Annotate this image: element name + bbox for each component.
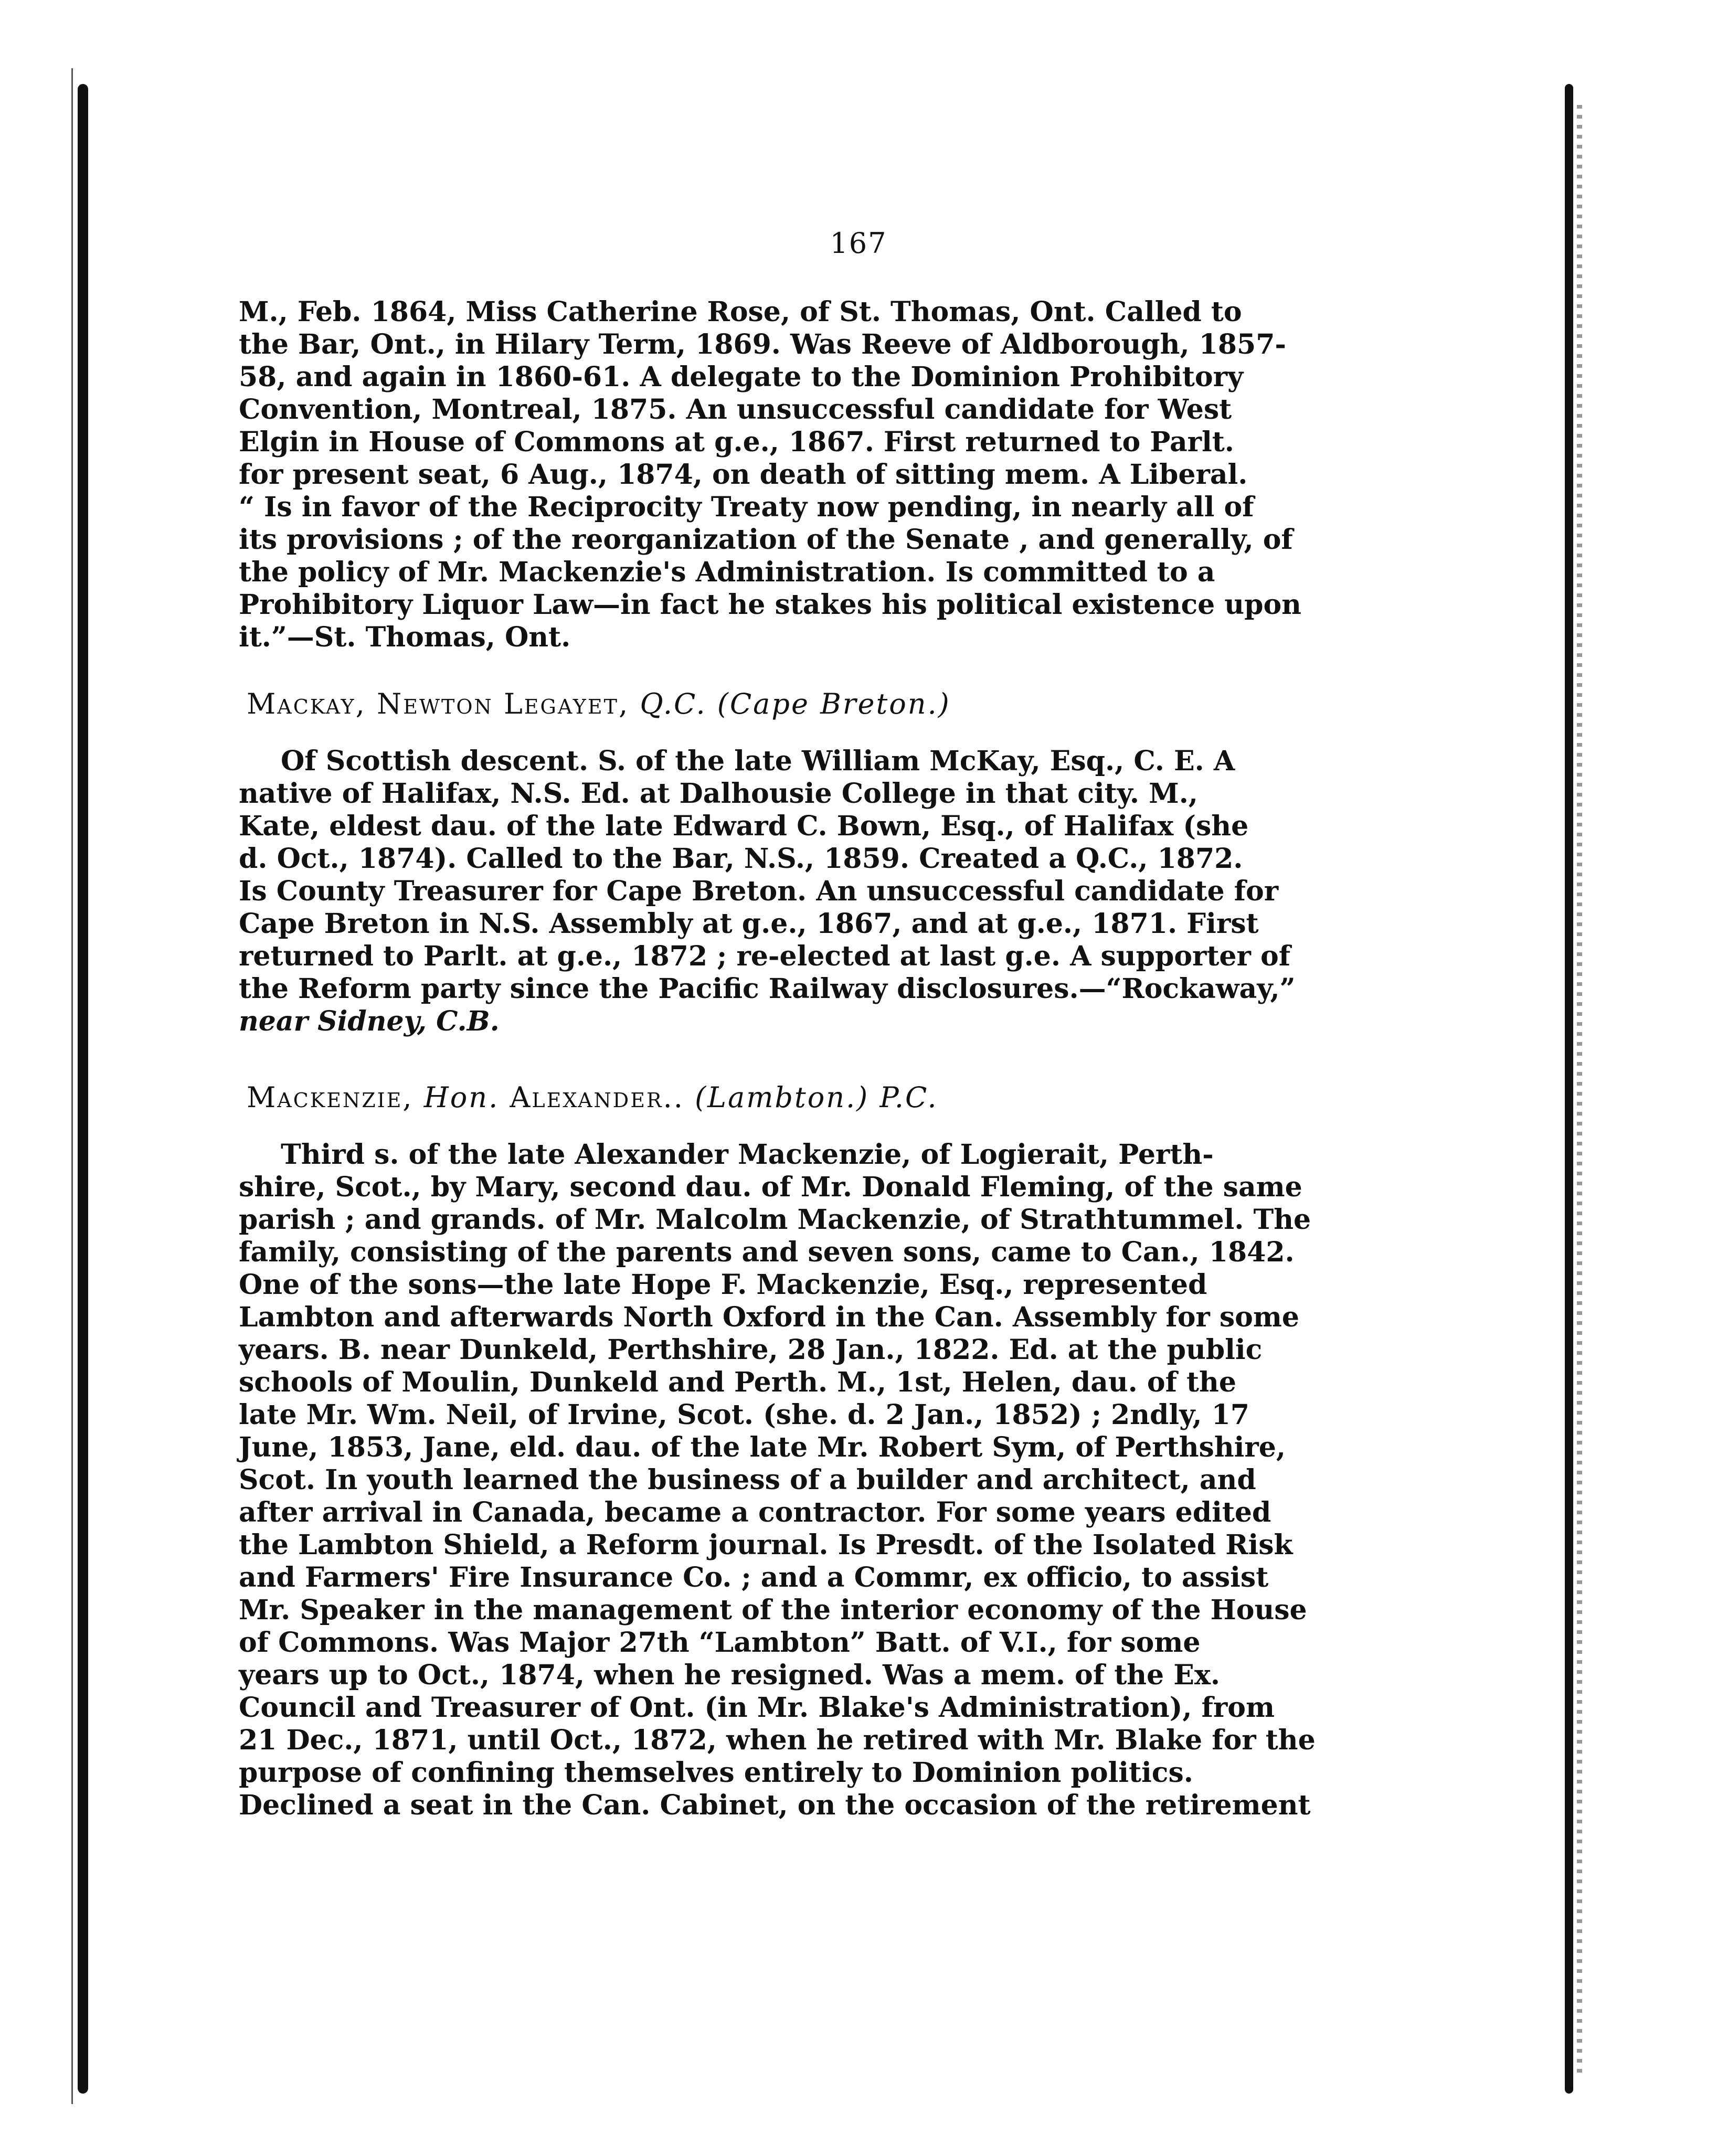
text-line: Of Scottish descent. S. of the late William McKay, Esq., C. E. A [281, 745, 1235, 777]
entry-name: Mackenzie, [247, 1081, 414, 1114]
text-line: its provisions ; of the reorganization of the Senate , and generally, of [239, 524, 1293, 556]
text-line: late Mr. Wm. Neil, of Irvine, Scot. (she. d. 2 Jan., 1852) ; 2ndly, 17 [239, 1399, 1249, 1431]
entry-heading-mackenzie [247, 1081, 938, 1114]
entry-body-mackay [239, 745, 1315, 1038]
text-line: near Sidney, C.B. [239, 1005, 500, 1037]
right-page-edge [1565, 84, 1573, 2094]
entry-heading-mackay [247, 687, 951, 720]
text-line: Declined a seat in the Can. Cabinet, on the occasion of the retirement [239, 1789, 1311, 1821]
text-line: M., Feb. 1864, Miss Catherine Rose, of St. Thomas, Ont. Called to [239, 296, 1242, 328]
continuation-paragraph [239, 296, 1315, 654]
text-line: the Reform party since the Pacific Railway disclosures.—“Rockaway,” [239, 973, 1296, 1005]
text-line: the Lambton Shield, a Reform journal. Is Presdt. of the Isolated Risk [239, 1529, 1293, 1561]
text-line: Scot. In youth learned the business of a builder and architect, and [239, 1464, 1256, 1496]
text-line: it.”—St. Thomas, Ont. [239, 621, 571, 653]
text-line: Kate, eldest dau. of the late Edward C. Bown, Esq., of Halifax (she [239, 810, 1249, 842]
entry-title: Q.C. [640, 687, 707, 720]
text-line: June, 1853, Jane, eld. dau. of the late Mr. Robert Sym, of Perthshire, [239, 1431, 1286, 1463]
text-line: Cape Breton in N.S. Assembly at g.e., 1867, and at g.e., 1871. First [239, 908, 1259, 940]
text-line: parish ; and grands. of Mr. Malcolm Mackenzie, of Strathtummel. The [239, 1204, 1311, 1236]
text-line: schools of Moulin, Dunkeld and Perth. M., 1st, Helen, dau. of the [239, 1366, 1236, 1398]
text-line: Third s. of the late Alexander Mackenzie, of Logierait, Perth- [281, 1139, 1214, 1171]
entry-given-name: Alexander.. [510, 1081, 684, 1114]
text-line: shire, Scot., by Mary, second dau. of Mr. Donald Fleming, of the same [239, 1171, 1302, 1203]
entry-title: P.C. [879, 1081, 938, 1114]
text-line: the policy of Mr. Mackenzie's Administration. Is committed to a [239, 556, 1215, 588]
text-line: native of Halifax, N.S. Ed. at Dalhousie College in that city. M., [239, 778, 1198, 810]
text-line: One of the sons—the late Hope F. Mackenzie, Esq., represented [239, 1269, 1207, 1301]
text-line: d. Oct., 1874). Called to the Bar, N.S., 1859. Created a Q.C., 1872. [239, 843, 1243, 875]
page-number: 167 [830, 227, 887, 260]
text-line: after arrival in Canada, became a contractor. For some years edited [239, 1496, 1271, 1528]
text-line: for present seat, 6 Aug., 1874, on death of sitting mem. A Liberal. [239, 459, 1248, 491]
left-page-edge [78, 84, 88, 2094]
text-line: Council and Treasurer of Ont. (in Mr. Blake's Administration), from [239, 1692, 1275, 1724]
text-line: “ Is in favor of the Reciprocity Treaty now pending, in nearly all of [239, 491, 1254, 523]
entry-name: Mackay, Newton Legayet, [247, 687, 630, 720]
text-line: returned to Parlt. at g.e., 1872 ; re-elected at last g.e. A supporter of [239, 940, 1291, 972]
text-line: 58, and again in 1860-61. A delegate to the Dominion Prohibitory [239, 361, 1244, 393]
entry-constituency: (Cape Breton.) [717, 687, 951, 720]
text-line: and Farmers' Fire Insurance Co. ; and a Commr, ex officio, to assist [239, 1562, 1269, 1594]
text-line: Mr. Speaker in the management of the interior economy of the House [239, 1594, 1307, 1626]
text-line: Elgin in House of Commons at g.e., 1867. First returned to Parlt. [239, 426, 1234, 458]
text-line: the Bar, Ont., in Hilary Term, 1869. Was Reeve of Aldborough, 1857- [239, 328, 1286, 360]
left-page-edge-shadow [71, 68, 73, 2104]
entry-honorific: Hon. [423, 1081, 500, 1114]
text-line: 21 Dec., 1871, until Oct., 1872, when he retired with Mr. Blake for the [239, 1724, 1316, 1756]
text-line: years up to Oct., 1874, when he resigned. Was a mem. of the Ex. [239, 1659, 1220, 1691]
text-line: purpose of confining themselves entirely to Dominion politics. [239, 1757, 1193, 1789]
text-line: family, consisting of the parents and seven sons, came to Can., 1842. [239, 1236, 1295, 1268]
right-edge-scan-noise [1577, 105, 1582, 2078]
text-line: Is County Treasurer for Cape Breton. An unsuccessful candidate for [239, 875, 1279, 907]
text-line: Convention, Montreal, 1875. An unsuccessful candidate for West [239, 394, 1232, 426]
text-line: of Commons. Was Major 27th “Lambton” Batt. of V.I., for some [239, 1627, 1201, 1659]
entry-body-mackenzie [239, 1139, 1315, 1822]
text-line: years. B. near Dunkeld, Perthshire, 28 Jan., 1822. Ed. at the public [239, 1334, 1263, 1366]
text-line: Lambton and afterwards North Oxford in the Can. Assembly for some [239, 1301, 1299, 1333]
text-line: Prohibitory Liquor Law—in fact he stakes his political existence upon [239, 589, 1301, 621]
entry-constituency: (Lambton.) [695, 1081, 870, 1114]
